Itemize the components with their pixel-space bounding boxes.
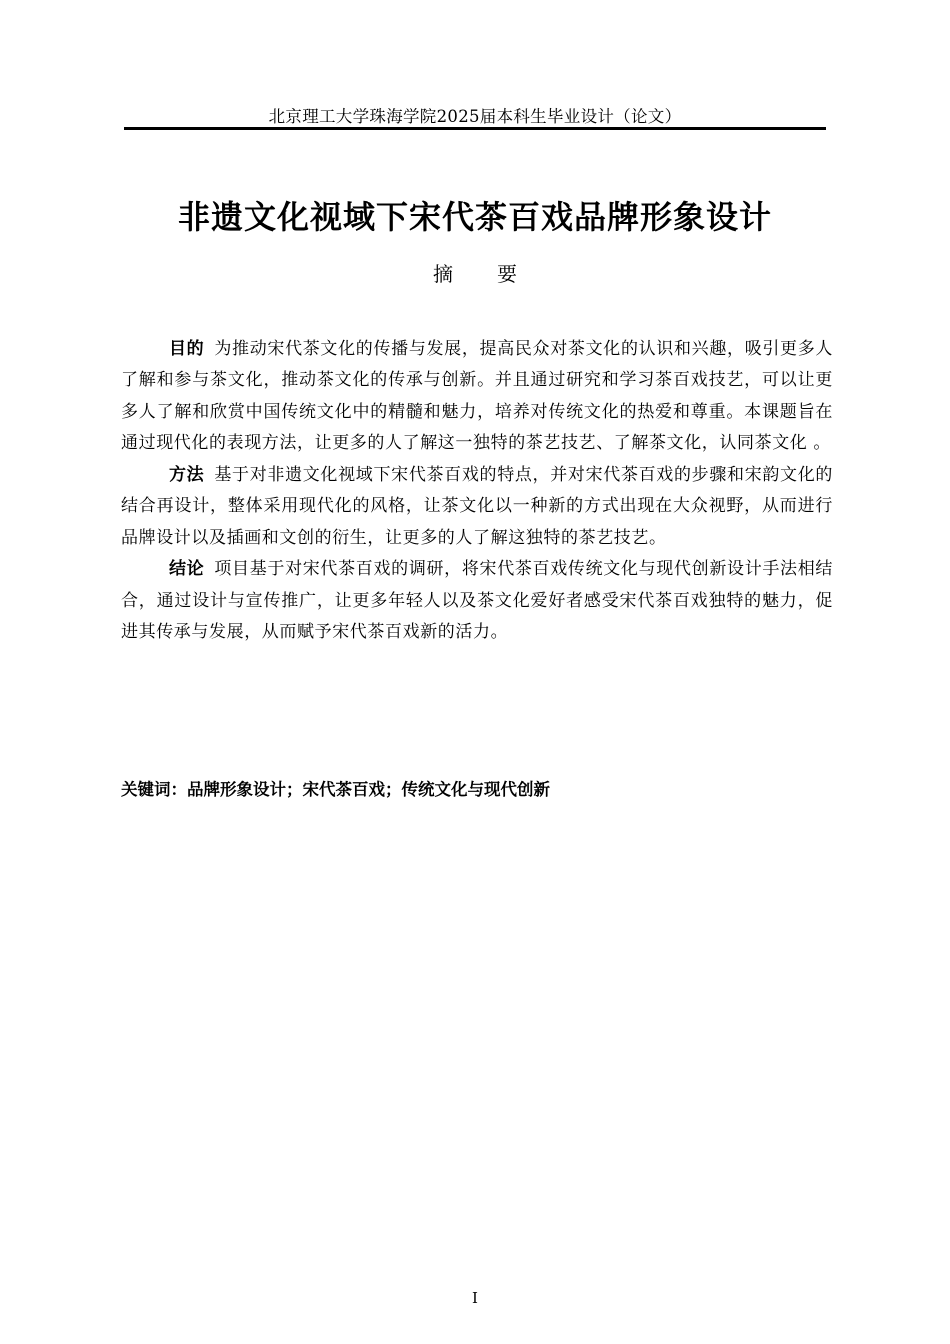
section-text: 项目基于对宋代茶百戏的调研，将宋代茶百戏传统文化与现代创新设计手法相结合，通过设计与宣传推广，让更多年轻人以及茶文化爱好者感受宋代茶百戏独特的魅力，促进其传承与发展，从而赋予宋代茶百戏新的活力。	[121, 559, 833, 642]
abstract-paragraph-method	[121, 460, 833, 554]
thesis-title: 非遗文化视域下宋代茶百戏品牌形象设计	[177, 198, 772, 236]
header-rule	[124, 127, 826, 130]
abstract-heading: 摘要	[433, 262, 561, 286]
section-label: 方法	[169, 464, 205, 485]
section-text: 为推动宋代茶文化的传播与发展，提高民众对茶文化的认识和兴趣，吸引更多人了解和参与茶文化，推动茶文化的传承与创新。并且通过研究和学习茶百戏技艺，可以让更多人了解和欣赏中国传统文化中的精髓和魅力，培养对传统文化的热爱和尊重。本课题旨在通过现代化的表现方法，让更多的人了解这一独特的茶艺技艺、了解茶文化，认同茶文化 。	[121, 339, 833, 454]
section-label: 目的	[169, 339, 205, 359]
keywords: 关键词：品牌形象设计；宋代茶百戏；传统文化与现代创新	[121, 780, 550, 799]
section-label: 结论	[169, 559, 205, 580]
page-number: I	[472, 1289, 478, 1307]
abstract-paragraph-purpose	[121, 334, 833, 460]
abstract-body	[121, 334, 833, 648]
section-text: 基于对非遗文化视域下宋代茶百戏的特点，并对宋代茶百戏的步骤和宋韵文化的结合再设计，整体采用现代化的风格，让茶文化以一种新的方式出现在大众视野，从而进行品牌设计以及插画和文创的衍生，让更多的人了解这独特的茶艺技艺。	[121, 464, 833, 548]
abstract-paragraph-conclusion	[121, 554, 833, 648]
running-header: 北京理工大学珠海学院2025届本科生毕业设计（论文）	[268, 107, 682, 126]
